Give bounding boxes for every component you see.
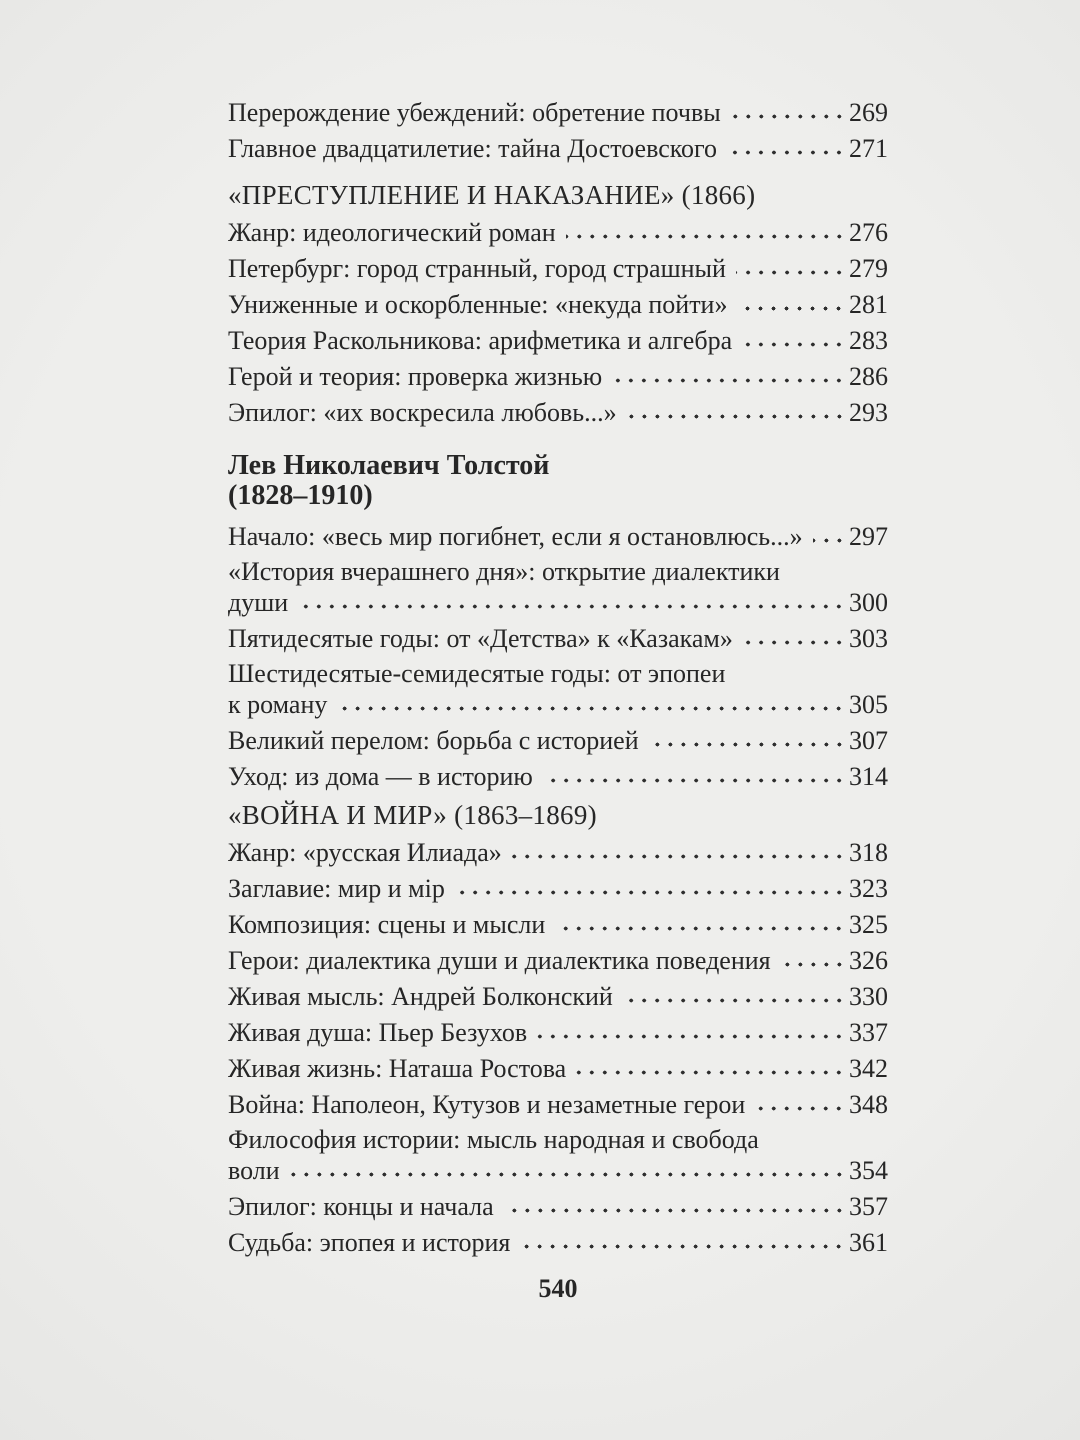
dot-leader (555, 926, 849, 933)
toc-entry-text: Эпилог: концы и начала (228, 1192, 494, 1221)
toc-entry (228, 1191, 888, 1223)
dot-leader (755, 1106, 849, 1113)
toc-entry-page: 281 (849, 290, 888, 319)
toc-entry-text: Война: Наполеон, Кутузов и незаметные герои (228, 1090, 746, 1119)
dot-leader (537, 1034, 849, 1041)
toc-entry-page: 286 (849, 362, 888, 391)
dot-leader (512, 854, 849, 861)
dot-leader (743, 640, 849, 647)
toc-entry-row (228, 325, 888, 357)
dot-leader (612, 378, 849, 385)
toc-entry-text: Перерождение убеждений: обретение почвы (228, 98, 721, 127)
toc-entry (228, 1089, 888, 1121)
toc-entry-text: Главное двадцатилетие: тайна Достоевского (228, 134, 718, 163)
dot-leader (781, 962, 849, 969)
toc-entry (228, 837, 888, 869)
toc-entry (228, 873, 888, 905)
toc-entry-row (228, 253, 888, 285)
toc-entry-text: души (228, 588, 289, 617)
toc-entry-page: 297 (849, 522, 888, 551)
table-of-contents (228, 97, 888, 1263)
toc-entry-text: «История вчерашнего дня»: открытие диалектики (228, 557, 780, 586)
toc-entry-row (228, 1017, 888, 1049)
toc-entry (228, 97, 888, 129)
toc-entry-text: Униженные и оскорбленные: «некуда пойти» (228, 290, 728, 319)
dot-leader (566, 234, 849, 241)
toc-entry (228, 397, 888, 429)
toc-entry-text: Жанр: идеологический роман (228, 218, 556, 247)
toc-heading-line: Лев Николаевич Толстой (228, 450, 550, 481)
toc-entry (228, 217, 888, 249)
toc-entry-page: 357 (849, 1192, 888, 1221)
toc-entry (228, 521, 888, 553)
toc-section-heading (228, 178, 888, 212)
toc-entry-page: 300 (849, 588, 888, 617)
dot-leader (520, 1244, 849, 1251)
toc-entry-text: Эпилог: «их воскресила любовь...» (228, 398, 617, 427)
page-footer (228, 1272, 888, 1305)
toc-entry-page: 271 (849, 134, 888, 163)
toc-entry-row (228, 761, 888, 793)
toc-entry-row (228, 587, 888, 619)
toc-entry (228, 253, 888, 285)
toc-entry-row (228, 981, 888, 1013)
dot-leader (623, 998, 849, 1005)
toc-entry-page: 318 (849, 838, 888, 867)
toc-entry-row (228, 289, 888, 321)
toc-entry-page: 303 (849, 624, 888, 653)
toc-entry-page: 337 (849, 1018, 888, 1047)
toc-entry-text: Заглавие: мир и мір (228, 874, 445, 903)
toc-entry-text: Шестидесятые-семидесятые годы: от эпопеи (228, 659, 726, 688)
toc-entry-page: 342 (849, 1054, 888, 1083)
toc-entry-text: Живая душа: Пьер Безухов (228, 1018, 528, 1047)
page-number: 540 (538, 1274, 578, 1303)
toc-entry-text: Живая мысль: Андрей Болконский (228, 982, 613, 1011)
toc-entry-row (228, 1089, 888, 1121)
toc-entry (228, 981, 888, 1013)
toc-entry-page: 323 (849, 874, 888, 903)
toc-entry-page: 283 (849, 326, 888, 355)
toc-entry-row (228, 1227, 888, 1259)
toc-entry (228, 945, 888, 977)
toc-entry-text: Философия истории: мысль народная и свобода (228, 1125, 759, 1154)
toc-entry-row (228, 725, 888, 757)
toc-entry (228, 1227, 888, 1259)
toc-entry-text: Герой и теория: проверка жизнью (228, 362, 603, 391)
dot-leader (736, 270, 849, 277)
dot-leader (649, 742, 849, 749)
toc-section-heading (228, 798, 888, 832)
toc-entry-text: Уход: из дома — в историю (228, 762, 533, 791)
toc-entry-page: 354 (849, 1156, 888, 1185)
toc-entry-text: Композиция: сцены и мысли (228, 910, 546, 939)
toc-entry-page: 305 (849, 690, 888, 719)
dot-leader (290, 1172, 849, 1179)
toc-entry-page: 325 (849, 910, 888, 939)
toc-entry-page: 279 (849, 254, 888, 283)
dot-leader (337, 706, 849, 713)
toc-entry-row (228, 623, 888, 655)
toc-entry-text: Начало: «весь мир погибнет, если я остановлюсь...» (228, 522, 803, 551)
dot-leader (298, 604, 849, 611)
toc-entry (228, 659, 888, 721)
toc-entry-page: 293 (849, 398, 888, 427)
dot-leader (504, 1208, 849, 1215)
toc-entry-row (228, 1155, 888, 1187)
toc-entry (228, 1017, 888, 1049)
toc-entry-row (228, 133, 888, 165)
toc-entry (228, 557, 888, 619)
toc-entry-page: 269 (849, 98, 888, 127)
toc-section (228, 451, 888, 793)
toc-entry-text: Пятидесятые годы: от «Детства» к «Казакам» (228, 624, 733, 653)
toc-entry-page: 276 (849, 218, 888, 247)
toc-entry-text: Петербург: город странный, город страшный (228, 254, 726, 283)
dot-leader (813, 538, 849, 545)
toc-entry-page: 361 (849, 1228, 888, 1257)
toc-entry-row (228, 909, 888, 941)
toc-entry-text: воли (228, 1156, 280, 1185)
toc-entry-text: Жанр: «русская Илиада» (228, 838, 502, 867)
toc-entry-row (228, 397, 888, 429)
toc-entry-text: Судьба: эпопея и история (228, 1228, 511, 1257)
toc-entry-page: 307 (849, 726, 888, 755)
toc-entry-page: 314 (849, 762, 888, 791)
toc-section (228, 798, 888, 1259)
toc-entry-text: к роману (228, 690, 328, 719)
toc-entry-row (228, 873, 888, 905)
dot-leader (727, 150, 849, 157)
dot-leader (731, 114, 849, 121)
toc-entry (228, 725, 888, 757)
toc-section-heading (228, 451, 888, 511)
toc-entry (228, 325, 888, 357)
toc-entry-row (228, 1053, 888, 1085)
toc-section (228, 178, 888, 429)
toc-entry (228, 1125, 888, 1187)
toc-entry-row (228, 837, 888, 869)
dot-leader (455, 890, 849, 897)
toc-entry-row (228, 689, 888, 721)
toc-section (228, 97, 888, 165)
toc-entry (228, 623, 888, 655)
dot-leader (543, 778, 849, 785)
toc-entry-row (228, 361, 888, 393)
toc-heading-line: «ВОЙНА И МИР» (1863–1869) (228, 800, 597, 830)
toc-entry (228, 761, 888, 793)
toc-entry (228, 361, 888, 393)
toc-entry (228, 289, 888, 321)
toc-entry-text: Великий перелом: борьба с историей (228, 726, 639, 755)
toc-entry-row (228, 521, 888, 553)
toc-entry-row (228, 945, 888, 977)
dot-leader (742, 342, 849, 349)
toc-entry-text: Живая жизнь: Наташа Ростова (228, 1054, 567, 1083)
toc-entry-row (228, 217, 888, 249)
toc-entry-page: 330 (849, 982, 888, 1011)
dot-leader (627, 414, 849, 421)
toc-entry (228, 1053, 888, 1085)
dot-leader (737, 306, 849, 313)
toc-entry-row (228, 97, 888, 129)
toc-entry-row (228, 1191, 888, 1223)
dot-leader (576, 1070, 849, 1077)
toc-entry (228, 133, 888, 165)
toc-entry-page: 326 (849, 946, 888, 975)
toc-heading-line: «ПРЕСТУПЛЕНИЕ И НАКАЗАНИЕ» (1866) (228, 180, 756, 210)
toc-entry-text: Герои: диалектика души и диалектика поведения (228, 946, 771, 975)
toc-entry-page: 348 (849, 1090, 888, 1119)
toc-heading-line: (1828–1910) (228, 480, 373, 511)
toc-entry-text: Теория Раскольникова: арифметика и алгебра (228, 326, 733, 355)
toc-entry (228, 909, 888, 941)
